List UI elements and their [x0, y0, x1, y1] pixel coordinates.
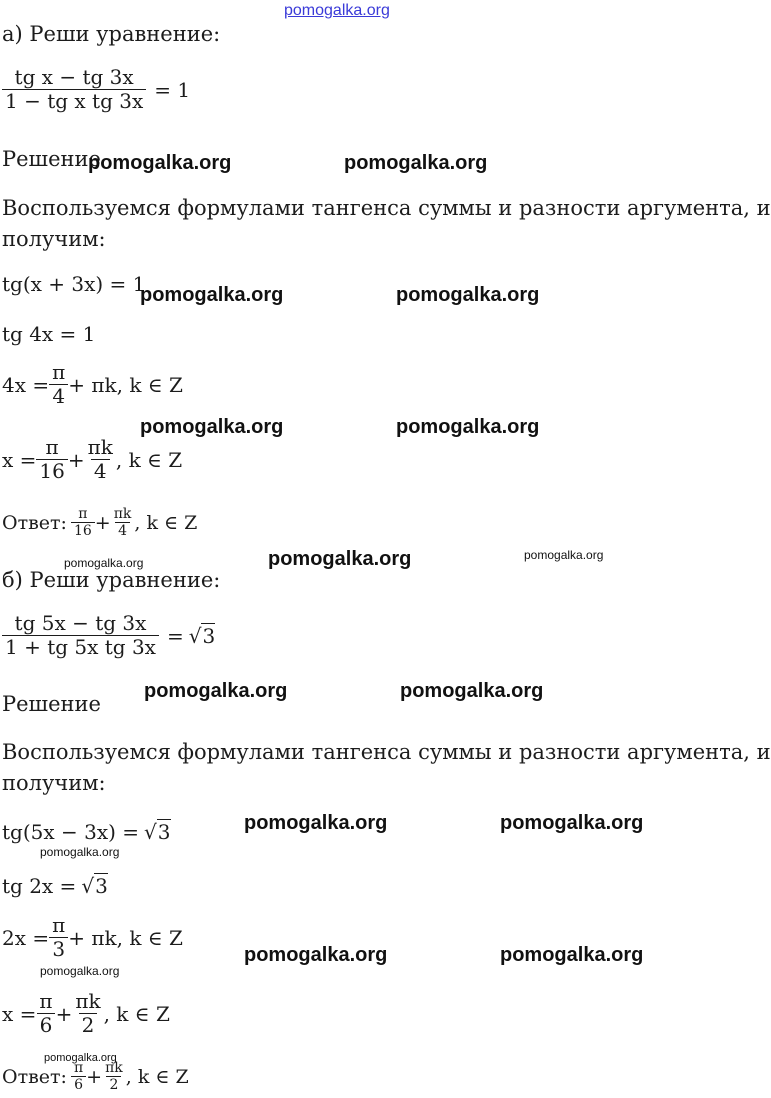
part-b-solution-label: Решение: [2, 692, 101, 716]
top-watermark-link[interactable]: pomogalka.org: [284, 2, 390, 19]
part-b-eq-rhs-equals: =: [166, 623, 184, 648]
part-a-explain-line-2: получим:: [2, 227, 106, 251]
watermark: pomogalka.org: [400, 680, 544, 702]
part-a-step-4-lhs: x =: [2, 447, 37, 472]
part-a-step-3-num: π: [52, 360, 66, 384]
part-b-step-4-den-1: 6: [37, 1013, 56, 1037]
part-b-answer-num-1: π: [73, 1060, 84, 1076]
part-a-eq-denominator: 1 − tg x tg 3x: [2, 89, 146, 113]
part-a-step-3-rest: + πk, k ∈ Z: [68, 372, 183, 397]
part-b-answer-den-2: 2: [106, 1076, 121, 1093]
watermark: pomogalka.org: [140, 284, 284, 306]
part-b-answer-label: Ответ:: [2, 1065, 67, 1088]
part-b-equation: [2, 612, 215, 659]
part-a-step-4-den-1: 16: [36, 459, 67, 483]
watermark: pomogalka.org: [524, 548, 604, 562]
part-b-step-3-rest: + πk, k ∈ Z: [68, 925, 183, 950]
part-b-answer-fraction-1: [71, 1060, 86, 1093]
watermark: pomogalka.org: [140, 416, 284, 438]
part-b-step-2-sqrt: √3: [81, 874, 108, 898]
part-a-eq-rhs: = 1: [154, 77, 191, 102]
part-b-answer-fraction-2: [102, 1060, 126, 1093]
part-b-explain-line-1: Воспользуемся формулами тангенса суммы и разности аргумента, и: [2, 740, 771, 764]
watermark: pomogalka.org: [40, 964, 120, 978]
part-b-step-4-lhs: x =: [2, 1001, 37, 1026]
part-b-step-1-radicand: 3: [157, 820, 171, 844]
part-a-answer-fraction-1: [71, 506, 95, 539]
part-b-eq-rhs-sqrt: √3: [188, 623, 216, 648]
part-b-step-3-fraction: [49, 914, 68, 961]
watermark: pomogalka.org: [244, 812, 388, 834]
watermark: pomogalka.org: [244, 944, 388, 966]
part-a-equation-fraction: [2, 66, 146, 113]
part-a-equation: [2, 66, 190, 113]
part-b-step-3-den: 3: [49, 937, 68, 961]
part-b-step-4-rest: , k ∈ Z: [103, 1001, 170, 1026]
part-b-answer: [2, 1060, 189, 1093]
watermark: pomogalka.org: [64, 556, 144, 570]
part-b-step-1: [2, 820, 171, 844]
part-b-eq-rhs-radicand: 3: [202, 623, 216, 648]
part-a-step-1: tg(x + 3x) = 1: [2, 272, 146, 296]
part-a-answer-label: Ответ:: [2, 511, 67, 534]
part-a-step-3-den: 4: [49, 384, 68, 408]
part-b-step-2: [2, 874, 108, 898]
part-b-step-4-den-2: 2: [79, 1013, 98, 1037]
part-b-answer-plus: +: [86, 1065, 103, 1088]
part-a-eq-numerator: tg x − tg 3x: [14, 65, 134, 89]
part-a-step-3-fraction: [49, 361, 68, 408]
part-a-answer-fraction-2: [111, 506, 135, 539]
watermark: pomogalka.org: [500, 812, 644, 834]
watermark: pomogalka.org: [44, 1052, 117, 1064]
part-a-answer-den-2: 4: [115, 522, 130, 539]
part-b-eq-denominator: 1 + tg 5x tg 3x: [2, 635, 159, 659]
part-b-step-2-lhs: tg 2x =: [2, 874, 77, 898]
part-a-answer-num-1: π: [78, 506, 88, 522]
part-a-answer: [2, 506, 197, 539]
part-b-step-4: [2, 990, 170, 1037]
part-a-step-4: [2, 436, 182, 483]
part-a-answer-plus: +: [94, 511, 111, 534]
part-b-equation-fraction: [2, 612, 159, 659]
watermark: pomogalka.org: [396, 284, 540, 306]
part-a-explain-line-1: Воспользуемся формулами тангенса суммы и разности аргумента, и: [2, 196, 771, 220]
part-b-step-2-radicand: 3: [95, 874, 108, 898]
part-b-step-1-sqrt: √3: [144, 820, 171, 844]
watermark: pomogalka.org: [144, 680, 288, 702]
part-a-solution-label: Решение: [2, 147, 101, 171]
watermark: pomogalka.org: [344, 152, 488, 174]
part-a-step-4-num-2: πk: [87, 435, 113, 459]
part-a-answer-rest: , k ∈ Z: [134, 511, 198, 534]
part-a-step-4-fraction-1: [36, 436, 67, 483]
part-a-answer-num-2: πk: [113, 506, 132, 522]
part-b-answer-den-1: 6: [71, 1076, 86, 1093]
part-a-heading: а) Реши уравнение:: [2, 22, 221, 46]
part-a-step-4-rest: , k ∈ Z: [115, 447, 183, 472]
watermark: pomogalka.org: [40, 845, 120, 859]
part-a-answer-den-1: 16: [71, 522, 95, 539]
part-b-answer-rest: , k ∈ Z: [125, 1065, 189, 1088]
part-b-heading: б) Реши уравнение:: [2, 568, 221, 592]
part-b-explain-line-2: получим:: [2, 771, 106, 795]
watermark: pomogalka.org: [500, 944, 644, 966]
watermark: pomogalka.org: [268, 548, 412, 570]
part-a-step-4-plus: +: [67, 447, 85, 472]
part-a-step-4-num-1: π: [45, 435, 59, 459]
part-b-step-4-num-2: πk: [75, 989, 101, 1013]
part-a-step-2: tg 4x = 1: [2, 322, 96, 346]
watermark: pomogalka.org: [396, 416, 540, 438]
part-b-step-4-num-1: π: [39, 989, 53, 1013]
part-b-eq-numerator: tg 5x − tg 3x: [14, 611, 147, 635]
part-b-answer-num-2: πk: [105, 1060, 123, 1076]
part-b-step-3-num: π: [52, 913, 66, 937]
part-b-step-3-lhs: 2x =: [2, 925, 50, 950]
part-a-step-3: [2, 361, 183, 408]
part-b-step-1-lhs: tg(5x − 3x) =: [2, 820, 140, 844]
part-b-step-4-fraction-1: [36, 990, 55, 1037]
part-b-step-4-fraction-2: [72, 990, 103, 1037]
part-a-step-4-den-2: 4: [91, 459, 110, 483]
watermark: pomogalka.org: [88, 152, 232, 174]
part-b-step-3: [2, 914, 183, 961]
part-a-step-3-lhs: 4x =: [2, 372, 50, 397]
part-a-step-4-fraction-2: [85, 436, 116, 483]
part-b-step-4-plus: +: [55, 1001, 73, 1026]
